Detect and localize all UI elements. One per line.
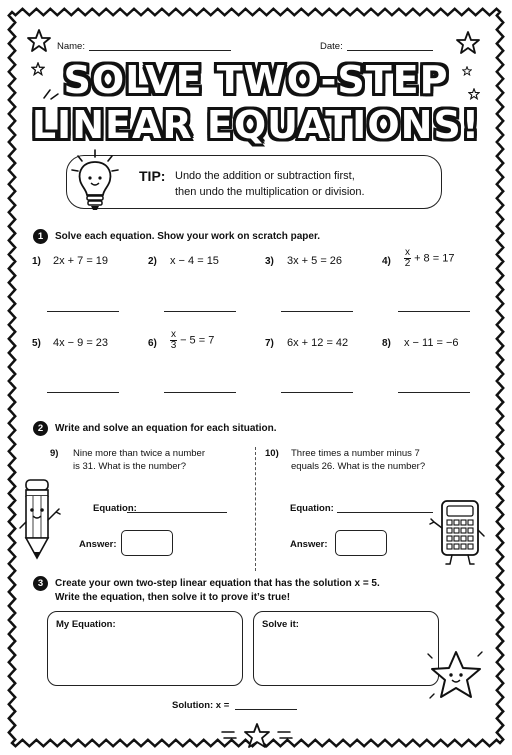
solve-it-label: Solve it: (262, 619, 299, 630)
solve-it-box[interactable] (253, 611, 439, 686)
problem-equation: 3x + 5 = 26 (287, 255, 343, 267)
section-2-badge: 2 (33, 421, 48, 436)
fraction (404, 248, 411, 269)
problem-equation (404, 248, 454, 269)
fraction-numerator: x (171, 329, 176, 340)
answer-line[interactable] (164, 311, 236, 312)
my-equation-label: My Equation: (56, 619, 116, 630)
star-icon (240, 722, 274, 750)
solution-label: Solution: x = (172, 700, 230, 711)
word-problem-text (73, 447, 205, 473)
answer-label: Answer: (79, 539, 117, 550)
column-divider (255, 447, 256, 571)
problem-equation: x − 11 = −6 (404, 337, 459, 349)
section-1-badge: 1 (33, 229, 48, 244)
problem-equation: 6x + 12 = 42 (287, 337, 349, 349)
problem-number: 8) (382, 338, 391, 349)
title-line-2: LINEAR EQUATIONS! (31, 103, 481, 147)
section-2-instruction: Write and solve an equation for each situation. (55, 423, 277, 434)
answer-line[interactable] (164, 392, 236, 393)
problem-equation: 4x − 9 = 23 (53, 337, 109, 349)
title-line-1: SOLVE TWO-STEP (63, 58, 449, 102)
answer-label: Answer: (290, 539, 328, 550)
solution-line[interactable] (235, 709, 297, 710)
problem-number: 9) (50, 448, 59, 459)
tip-text (175, 168, 365, 200)
problem-number: 2) (148, 256, 157, 267)
problem-number: 7) (265, 338, 274, 349)
fraction-denominator: 3 (170, 340, 177, 351)
problem-number: 4) (382, 256, 391, 267)
star-icon (455, 30, 481, 56)
date-label: Date: (320, 41, 343, 52)
equation-rest: + 8 = 17 (414, 252, 455, 265)
fraction-denominator: 2 (404, 258, 411, 269)
equation-label: Equation: (290, 503, 334, 514)
problem-number: 5) (32, 338, 41, 349)
my-equation-box[interactable] (47, 611, 243, 686)
problem-number: 10) (265, 448, 279, 459)
answer-box[interactable] (121, 530, 173, 556)
word-problem-line: Nine more than twice a number (73, 448, 206, 459)
date-field[interactable] (347, 50, 433, 51)
name-label: Name: (57, 41, 85, 52)
answer-box[interactable] (335, 530, 387, 556)
star-icon (26, 28, 52, 54)
section-3-badge: 3 (33, 576, 48, 591)
section-1-instruction: Solve each equation. Show your work on scratch paper. (55, 231, 321, 242)
equation-line[interactable] (337, 512, 433, 513)
answer-line[interactable] (281, 311, 353, 312)
section-3-instruction-line-2: Write the equation, then solve it to prove it’s true! (55, 592, 291, 603)
section-3-instruction-line-1: Create your own two-step linear equation that has the solution x = 5. (55, 578, 380, 589)
equation-label: Equation: (93, 503, 137, 514)
star-mascot-icon (424, 646, 488, 708)
word-problem-line: is 31. What is the number? (73, 461, 186, 472)
problem-equation: x − 4 = 15 (170, 255, 219, 267)
problem-number: 6) (148, 338, 157, 349)
problem-equation (170, 330, 214, 351)
tip-text-line-1: Undo the addition or subtraction first, (175, 170, 355, 182)
tip-text-line-2: then undo the multiplication or division. (175, 186, 365, 198)
sparkle-lines-icon (220, 728, 238, 742)
problem-number: 1) (32, 256, 41, 267)
fraction (170, 330, 177, 351)
answer-line[interactable] (398, 311, 470, 312)
word-problem-line: Three times a number minus 7 (291, 448, 420, 459)
problem-equation: 2x + 7 = 19 (53, 255, 109, 267)
sparkle-lines-icon (276, 728, 294, 742)
equation-rest: − 5 = 7 (180, 334, 215, 347)
lightbulb-icon (68, 148, 122, 214)
name-field[interactable] (89, 50, 231, 51)
fraction-numerator: x (405, 247, 410, 258)
answer-line[interactable] (47, 311, 119, 312)
calculator-mascot-icon (428, 498, 488, 568)
pencil-mascot-icon (16, 476, 64, 562)
answer-line[interactable] (398, 392, 470, 393)
problem-number: 3) (265, 256, 274, 267)
equation-line[interactable] (127, 512, 227, 513)
tip-label: TIP: (139, 168, 166, 184)
word-problem-line: equals 26. What is the number? (291, 461, 426, 472)
answer-line[interactable] (47, 392, 119, 393)
answer-line[interactable] (281, 392, 353, 393)
word-problem-text (291, 447, 425, 473)
